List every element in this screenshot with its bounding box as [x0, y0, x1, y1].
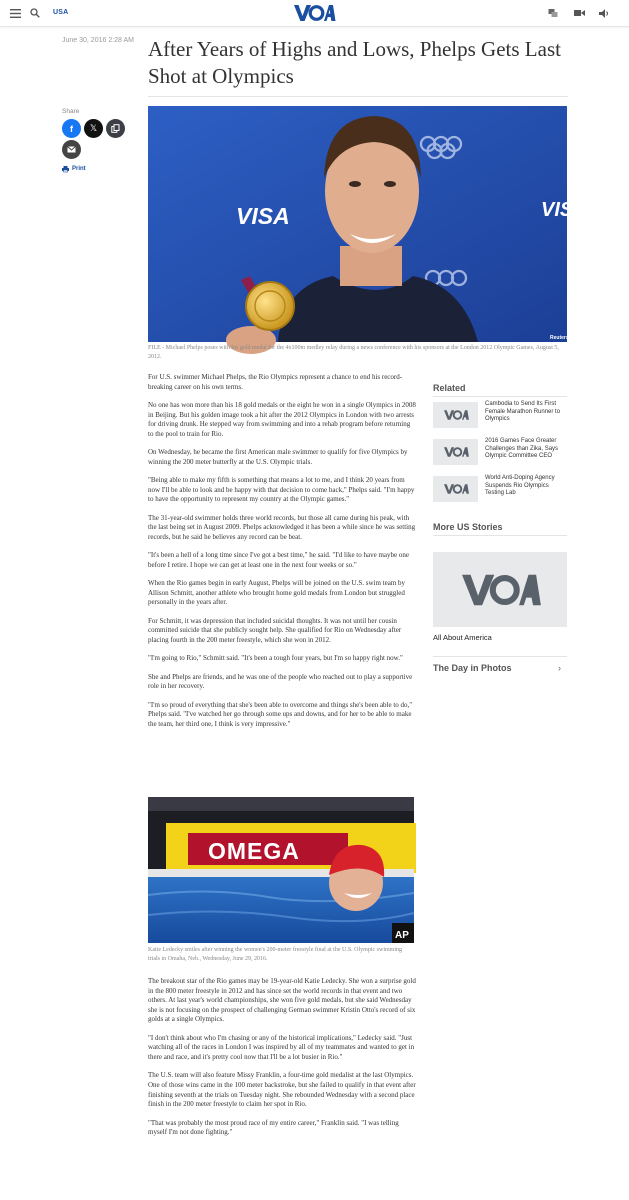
- related-item-title[interactable]: Cambodia to Send Its First Female Marathon Runner to Olympics: [485, 401, 561, 423]
- day-in-photos-link[interactable]: The Day in Photos: [433, 663, 512, 673]
- paragraph: The 31-year-old swimmer holds three world records, but those all came during his peak, with the last being set in August 2009. Phelps acknowledged it has been a while since he was setting records, but he said he believes any record can be beat.: [148, 513, 416, 541]
- more-story-image[interactable]: [433, 552, 567, 627]
- photo2-credit: AP: [395, 930, 409, 941]
- paragraph: "Being able to make my fifth is something that means a lot to me, and I think 20 years from now I'll be able to look and be happy with that decision to come back," Phelps said. "I'm happy to have the opportunity to represent my country at the Olympic games.": [148, 476, 415, 504]
- photos-divider: [433, 656, 567, 657]
- hamburger-icon[interactable]: [8, 6, 22, 20]
- photo1-credit: Reuters: [550, 335, 569, 341]
- print-button[interactable]: [62, 166, 86, 172]
- related-heading: Related: [433, 383, 466, 393]
- email-share-button[interactable]: [62, 140, 81, 159]
- print-label: Print: [72, 166, 86, 172]
- phelps-photo: [148, 106, 588, 342]
- paragraph: She and Phelps are friends, and he was one of the people who reached out to play a supportive role in her recovery.: [148, 672, 413, 691]
- related-item[interactable]: [433, 476, 567, 506]
- paragraph: When the Rio games begin in early August, Phelps will be joined on the U.S. swim team by Allison Schmitt, another athlete who brought home gold medals from London but struggled personally in the years after.: [148, 579, 406, 607]
- more-stories-divider: [433, 535, 567, 536]
- ledecky-photo: [148, 797, 414, 943]
- paragraph: "I'm going to Rio," Schmitt said. "It's been a tough four years, but I'm so happy right now.": [148, 654, 403, 663]
- related-item[interactable]: [433, 439, 567, 469]
- title-divider: [148, 96, 568, 97]
- paragraph: The U.S. team will also feature Missy Franklin, a four-time gold medalist at the last Olympics. One of those wins came in the 100 meter backstroke, but she failed to qualify in that event after finishing seventh at the trials on Tuesday night. She rebounded Wednesday with a second place finish in the 200 meter freestyle to claim her spot in Rio.: [148, 1071, 416, 1109]
- facebook-share-button[interactable]: [62, 119, 81, 138]
- related-item[interactable]: [433, 402, 567, 432]
- paragraph: For Schmitt, it was depression that included suicidal thoughts. It was not until her cousin committed suicide that she publicly sought help. She qualified for Rio on Wednesday after placing fourth in the 200 meter freestyle, which she won in 2012.: [148, 616, 402, 645]
- photo2-caption: Katie Ledecky smiles after winning the women's 200-meter freestyle final at the U.S. Olympic swimming trials in Omaha, Neb., Wednesday, June 29, 2016.: [148, 947, 403, 962]
- paragraph: "I'm so proud of everything that she's been able to overcome and things she's been able to do," Phelps said. "I've watched her go through some ups and downs, and for her to be able to make the team, her third one, I think is very impressive.": [148, 700, 413, 728]
- related-item-title[interactable]: World Anti-Doping Agency Suspends Rio Olympics Testing Lab: [485, 475, 555, 497]
- paragraph: On Wednesday, he became the first American male swimmer to qualify for five Olympics by winning the 200 meter butterfly at the U.S. Olympic trials.: [148, 448, 408, 466]
- paragraph: The breakout star of the Rio games may be 19-year-old Katie Ledecky. She won a surprise gold in the 800 meter freestyle in 2012 and has since set the world records in that event and two others. At last year's world championships, she won five gold medals, but she said Wednesday she is not focusing on the prospect of challenging German swimmer Kristin Otto's record of six golds at a single Olympics.: [148, 977, 416, 1024]
- visa-sign-right: VISA: [541, 199, 588, 221]
- article-title: After Years of Highs and Lows, Phelps Gets Last Shot at Olympics: [148, 37, 561, 88]
- video-icon[interactable]: [572, 6, 586, 20]
- related-divider: [433, 396, 567, 397]
- language-icon[interactable]: [546, 6, 560, 20]
- share-label: Share: [62, 108, 80, 115]
- voa-logo[interactable]: [292, 3, 336, 23]
- photo1-caption: FILE - Michael Phelps poses with his gold medal for the 4x100m medley relay during a news conference with his sponsors at the London 2012 Olympic Games, August 5, 2012.: [148, 345, 559, 360]
- related-item-title[interactable]: 2016 Games Face Greater Challenges than Zika, Says Olympic Committee CEO: [485, 438, 559, 460]
- paragraph: "I don't think about who I'm chasing or any of the historical implications," Ledecky said. "Just watching all of the races in London I was inspired by all of my teammates and wanted to get in there and race, and it's pretty cool now that I'll be a lot busier in Rio.": [148, 1033, 415, 1061]
- copy-link-button[interactable]: [106, 119, 125, 138]
- omega-sign: OMEGA: [208, 838, 300, 864]
- paragraph: "That was probably the most proud race of my entire career," Franklin said. "I was telling myself I'm not done fighting.": [148, 1118, 399, 1137]
- paragraph: For U.S. swimmer Michael Phelps, the Rio Olympics represent a chance to end his record-breaking career on his own terms.: [148, 373, 403, 391]
- voa-thumbnail: [433, 476, 478, 502]
- more-story-title[interactable]: All About America: [433, 633, 492, 642]
- article-body: [148, 373, 416, 738]
- voa-thumbnail: [433, 402, 478, 428]
- article-body-continued: [148, 977, 416, 1147]
- printer-icon: [62, 166, 69, 172]
- section-label[interactable]: USA: [53, 9, 69, 16]
- x-icon: 𝕏: [89, 123, 98, 133]
- article-date: June 30, 2016 2:28 AM: [62, 37, 134, 44]
- visa-sign-left: VISA: [236, 203, 290, 229]
- search-icon[interactable]: [28, 6, 42, 20]
- x-share-button[interactable]: [84, 119, 103, 138]
- voa-logo-placeholder: [458, 571, 542, 609]
- chevron-right-icon[interactable]: ›: [558, 663, 561, 673]
- audio-icon[interactable]: [597, 6, 611, 20]
- paragraph: "It's been a hell of a long time since I've got a best time," he said. "I'd like to have maybe one before I retire. I hope we can get at least one in the next four weeks or so.": [148, 551, 409, 569]
- voa-thumbnail: [433, 439, 478, 465]
- top-navigation-bar: [0, 0, 629, 27]
- more-stories-heading: More US Stories: [433, 522, 503, 532]
- copy-icon: [111, 124, 120, 133]
- facebook-icon: f: [70, 123, 73, 134]
- paragraph: No one has won more than his 18 gold medals or the eight he won in a single Olympics in 2008 in Beijing. But his golden image took a hit after the 2012 Olympics in London with two arrests for driving drunk. He stepped way from swimming and into a rehab program before returning to the pool to train for Rio.: [148, 400, 416, 438]
- email-icon: [67, 146, 76, 153]
